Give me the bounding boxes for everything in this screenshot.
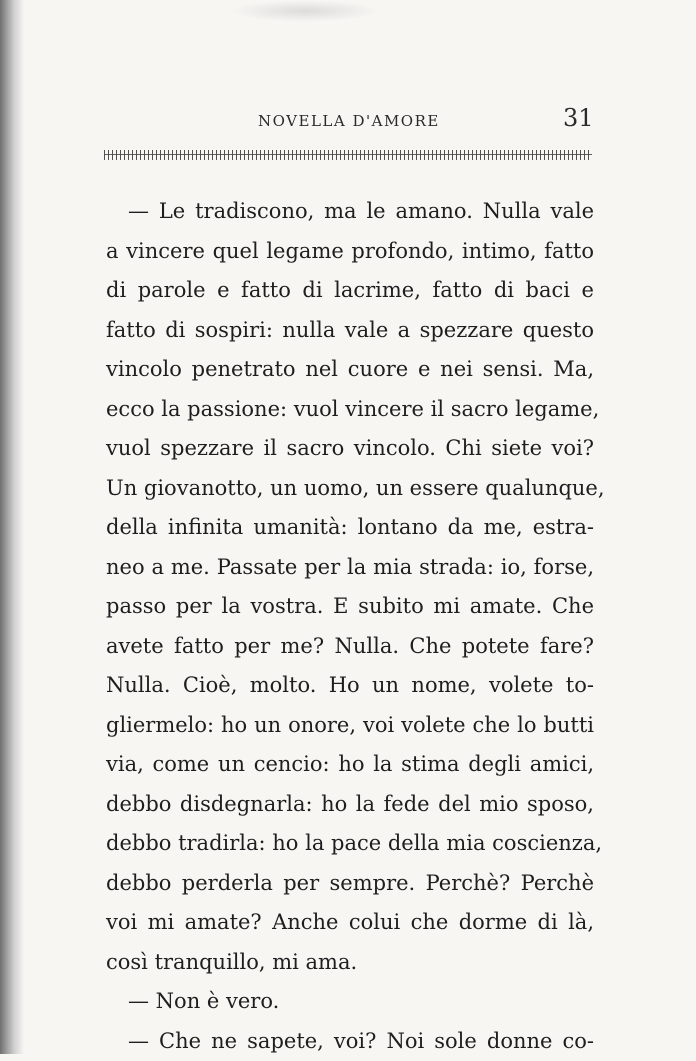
text-line: a vincere quel legame profondo, intimo, fatto xyxy=(106,232,594,272)
text-line: avete fatto per me? Nulla. Che potete fare? xyxy=(106,627,594,667)
text-line: vuol spezzare il sacro vincolo. Chi siete voi? xyxy=(106,429,594,469)
text-line: debbo tradirla: ho la pace della mia coscienza, xyxy=(106,824,594,864)
dialogue-line: — Non è vero. xyxy=(106,982,594,1022)
text-line: così tranquillo, mi ama. xyxy=(106,943,594,983)
text-line: fatto di sospiri: nulla vale a spezzare questo xyxy=(106,311,594,351)
body-text xyxy=(106,192,594,1061)
text-line: neo a me. Passate per la mia strada: io, forse, xyxy=(106,548,594,588)
text-line: passo per la vostra. E subito mi amate. Che xyxy=(106,587,594,627)
text-line: Nulla. Cioè, molto. Ho un nome, volete to- xyxy=(106,666,594,706)
dialogue-line: — Che ne sapete, voi? Noi sole donne co- xyxy=(106,1022,594,1061)
text-line: debbo disdegnarla: ho la fede del mio sposo, xyxy=(106,785,594,825)
text-line: gliermelo: ho un onore, voi volete che lo butti xyxy=(106,706,594,746)
running-head: NOVELLA D'AMORE xyxy=(258,112,440,130)
ornamental-rule xyxy=(104,150,592,160)
text-line: ecco la passione: vuol vincere il sacro legame, xyxy=(106,390,594,430)
text-line: debbo perderla per sempre. Perchè? Perchè xyxy=(106,864,594,904)
text-line: — Le tradiscono, ma le amano. Nulla vale xyxy=(106,192,594,232)
text-line: di parole e fatto di lacrime, fatto di baci e xyxy=(106,271,594,311)
text-line: voi mi amate? Anche colui che dorme di là, xyxy=(106,903,594,943)
scan-smudge xyxy=(230,0,380,22)
text-line: vincolo penetrato nel cuore e nei sensi. Ma, xyxy=(106,350,594,390)
text-line: Un giovanotto, un uomo, un essere qualunque, xyxy=(106,469,594,509)
text-line: via, come un cencio: ho la stima degli amici, xyxy=(106,745,594,785)
text-line: della infinita umanità: lontano da me, estra- xyxy=(106,508,594,548)
page-number: 31 xyxy=(563,104,594,132)
page-binding-shadow xyxy=(0,0,24,1054)
